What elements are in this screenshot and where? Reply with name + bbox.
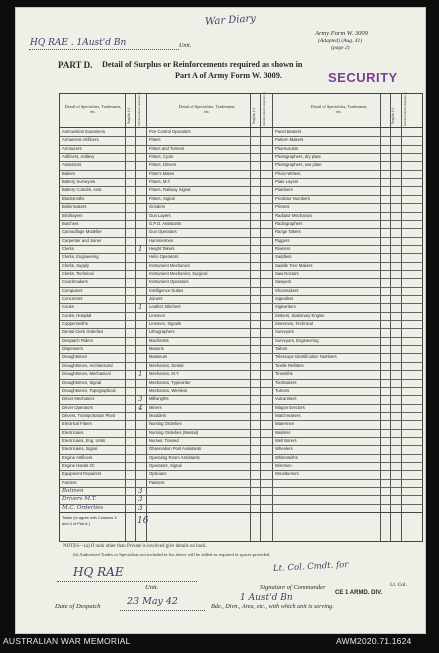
reinforcement-count: 3 [138,395,143,404]
table-cell: Fitters, Cycle [149,154,174,160]
table-cell: Coppersmiths [62,321,88,327]
table-cell: Riggers [275,237,290,243]
note-a: NOTES—(a) If rank other than Private is involved give details on back. [63,544,207,549]
table-cell: Camouflage Modeller [62,229,102,235]
table-cell: Dispensers [62,346,83,352]
unit-label: Unit. [179,43,192,49]
note-b: (b) Authorised Trades or Specialists not included in list above will be added as required in spaces provided. [73,552,271,557]
table-cell: Instrument Mechanics, Surgical [149,270,208,276]
caption-left: AUSTRALIAN WAR MEMORIAL [3,636,131,646]
table-cell: Engine Artificers [62,454,93,460]
table-cell: Shoemakers [275,287,299,293]
table-cell: Mechanics, Typewriter [149,379,191,385]
table-cell: Fitters [149,137,161,143]
table-cell: Storemen, Technical [275,321,313,327]
table-cell: Joiners [149,296,163,301]
col2-reinf-header: Reinforcements required (–) [262,92,266,126]
reinforcement-count: 1 [138,303,143,312]
table-cell: Butchers [62,220,79,226]
table-cell: Drivers M.T. [62,496,97,503]
table-cell: Farriers [62,479,77,485]
table-cell: Surveyors [275,329,294,335]
table-cell: Fitters and Turners [149,145,185,151]
table-cell: Millwrights [149,396,169,402]
table-cell: Clerks, Technical [62,270,94,276]
detail-line-1: Detail of Surplus or Reinforcements required as shown in [102,60,303,69]
division-stamp: CE 1 ARMD. DIV. [335,590,383,596]
table-cell: Fitters, Railway Signal [149,187,191,193]
security-stamp: SECURITY [328,70,398,85]
footer-unit-label: Unit. [145,584,159,591]
table-cell: Welders [275,429,291,435]
col1-header: Detail of Specialists, Tradesmen, etc. [64,104,122,114]
table-cell: Clerks [62,245,74,251]
table-cell: Machinists [149,337,169,343]
total-value: 16 [137,516,149,526]
table-cell: Carpenter and Joiner [62,237,102,243]
col1-surplus-header: Surplus (+) [127,107,131,124]
form-title: Army Form W. 3009 [315,30,368,37]
reinforcement-count: 4 [138,403,143,412]
table-cell: Tailors [275,346,288,352]
table-cell: Pharmacists [275,145,299,151]
table-cell: Radiator Mechanics [275,212,313,218]
table-cell: Masseurs [149,354,168,360]
table-cell: Leather Stitchers [149,304,181,310]
table-cell: Textile Refitters [275,362,304,368]
table-cell: Battery Surveyors [62,179,96,185]
reinforcement-count: 1 [138,370,143,379]
bde-handwritten: 1 Aust'd Bn [240,593,293,603]
table-cell: Whitesmiths [275,454,298,460]
table-cell: M.C. Orderlies [62,504,104,511]
table-cell: Artificers, Artillery [62,154,95,160]
col3-reinf-header: Reinforcements required (–) [403,92,407,126]
table-cell: Bricklayers [62,212,83,218]
table-cell: Instrument Operators [149,279,189,285]
table-cell: Nursing Orderlies (Mental) [149,429,199,435]
table-cell: Painters [149,479,165,485]
table-cell: Moulders [149,412,167,418]
table-cell: Photographers, dry plate [275,154,321,160]
table-cell: Computers [62,287,83,293]
table-cell: Turners [275,387,290,393]
table-cell: Pattern Makers [275,137,304,143]
table-cell: Draughtsmen [62,354,88,360]
date-label: Date of Despatch [55,603,101,610]
table-cell: Miners [149,404,162,410]
table-cell: Masons [149,346,164,352]
table-cell: Coachmakers [62,279,88,285]
table-cell: Clerks, Supply [62,262,89,268]
table-cell: Wheelers [275,446,293,452]
table-cell: Helio Operators [149,254,179,260]
table-cell: Fitters, Signal [149,195,175,201]
caption-right: AWM2020.71.1624 [336,636,412,646]
table-cell: Draughtsmen, Signal [62,379,102,385]
table-cell: Nursing Orderlies [149,421,182,427]
table-cell: Photo-Writers [275,170,301,176]
table-cell: Armament Artificers [62,137,99,143]
table-cell: Radiographers [275,220,303,226]
table-cell: Operating Room Assistants [149,454,200,460]
part-heading: PART D. [58,60,93,70]
col2-surplus-header: Surplus (+) [252,107,256,124]
table-cell: Concretors [62,296,83,301]
table-cell: Mechanics, Dental [149,362,184,368]
reinforcement-count: 3 [138,495,143,504]
table-cell: Vulcanisers [275,396,297,402]
table-cell: Grinders [149,204,166,210]
table-cell: Mechanics, M.T. [149,371,180,377]
table-cell: Draughtsmen, Mechanical [62,371,111,377]
col3-header: Detail of Specialists, Tradesmen, etc. [310,104,368,114]
table-cell: Fitter's Mates [149,170,174,176]
table-cell: Signwriters [275,304,296,310]
table-cell: Watermen [275,421,295,427]
table-cell: Panel Beaters [275,129,302,134]
table-cell: Watchmakers [275,412,301,418]
table-cell: Stokers, Stationary Engine [275,312,325,318]
form-adapted: (Adapted) (Aug. 41) [318,38,363,44]
table-cell: Drivers, Transportation Plant [62,412,116,418]
table-cell: Saw Doctors [275,270,299,276]
table-cell: Driver Mechanics [62,396,95,402]
form-page-number: (page 2) [331,45,350,51]
table-cell: Electricians [62,429,84,435]
table-cell: Well Borers [275,437,297,443]
table-cell: Despatch Riders [62,337,93,343]
table-cell: Ammunition Examiners [62,129,106,134]
col1-reinf-header: Reinforcements required (–) [137,92,141,126]
table-cell: Fitters, Drivers [149,162,177,168]
table-cell: Electricians, Eng. Units [62,437,106,443]
reinforcement-count: 1 [138,244,143,253]
unit-handwritten: HQ RAE . 1Aust'd Bn [30,38,127,48]
table-cell: Draughtsmen, Architectural [62,362,113,368]
table-cell: Fitters, M.T. [149,179,171,185]
table-cell: Linemen, Signals [149,321,182,327]
table-cell: Mechanics, Wireless [149,387,188,393]
table-cell: Nurses, Trained [149,437,179,443]
table-cell: Instrument Mechanics [149,262,190,268]
table-cell: Blacksmiths [62,195,85,201]
table-cell: Driver Operators [62,404,93,410]
detail-line-2: Part A of Army Form W. 3009. [175,71,282,80]
table-cell: Telescope Identification Numbers [275,354,337,360]
table-cell: Cooks, Hospital [62,312,92,318]
table-cell: Wiremen [275,463,292,468]
table-cell: Fire Control Operators [149,129,191,134]
table-cell: Range Takers [275,229,301,235]
unit-dotted-line [29,49,179,50]
col3-surplus-header: Surplus (+) [391,107,395,124]
table-cell: Plate Layers [275,179,299,185]
date-line [120,610,205,611]
table-cell: Saddle Tree Makers [275,262,313,268]
table-cell: Boilermakers [62,204,87,210]
table-cell: Equipment Repairers [62,471,102,477]
table-cell: Signallers [275,296,294,301]
table-cell: Printers [275,204,290,210]
table-cell: Intelligence Duties [149,287,184,293]
table-cell: Clerks, Engineering [62,254,99,260]
table-cell: Draughtsmen, Topographical [62,387,116,393]
signature-handwritten: Lt. Col. Cmdt. for [272,560,349,574]
table-cell: Gun Layers [149,212,171,218]
table-cell: Dental Clerk Orderlies [62,329,104,335]
date-handwritten: 23 May 42 [127,596,178,607]
table-cell: Saddlers [275,254,292,260]
table-cell: Batmen [62,488,84,495]
table-cell: Observation Post Assistants [149,446,202,452]
reinforcement-count: 3 [138,487,143,496]
table-cell: Hammermen [149,237,174,243]
form-page [15,7,426,634]
table-cell: Engine Hands I/C [62,463,95,468]
handwritten-war-diary: War Diary [204,13,257,28]
table-cell: Wagon Erectors [275,404,305,410]
table-cell: Predictor Numbers [275,195,310,201]
table-cell: Bakers [62,170,76,176]
table-cell: Electrical Fitters [62,421,92,427]
table-cell: Armourers [62,145,82,151]
table-cell: Plumbers [275,187,293,193]
table-cell: Toolmakers [275,379,297,385]
reinforcement-count: 3 [138,503,143,512]
table-cell: Battery Comdrs. Asst. [62,187,103,193]
table-cell: Woodturners [275,471,299,477]
table-cell: Opticians [149,471,167,477]
table-cell: G.P.O. Assistants [149,220,182,226]
table-cell: Surveyors, Engineering [275,337,319,343]
table-cell: Linemen [149,312,166,318]
table-cell: Gun Operators [149,229,177,235]
footer-unit-handwritten: HQ RAE [73,565,124,579]
totals-label: Totals (to agree with Columns 3 and 4 of Part A.) [62,515,117,526]
table-cell: Height Takers [149,245,175,251]
table-cell: Lithographers [149,329,175,335]
bde-label: Bde., Divn., Area, etc., with which unit is serving. [211,603,334,610]
footer-unit-line [57,581,197,582]
table-cell: Assessors [62,162,82,168]
table-cell: Tinsmiths [275,371,293,377]
table-cell: Riveters [275,245,291,251]
rank-stamp: Lt. Col. [390,582,407,588]
table-cell: Electricians, Signal [62,446,98,452]
totals-rule [60,512,422,513]
col2-header: Detail of Specialists, Tradesmen, etc. [178,104,236,114]
table-cell: Operators, Signal [149,463,182,468]
table-cell: Cooks [62,304,74,310]
table-cell: Photographers, wet plate [275,162,322,168]
specialists-table [59,93,423,542]
table-cell: Sawyers [275,279,292,285]
signature-label: Signature of Commander [260,584,326,591]
